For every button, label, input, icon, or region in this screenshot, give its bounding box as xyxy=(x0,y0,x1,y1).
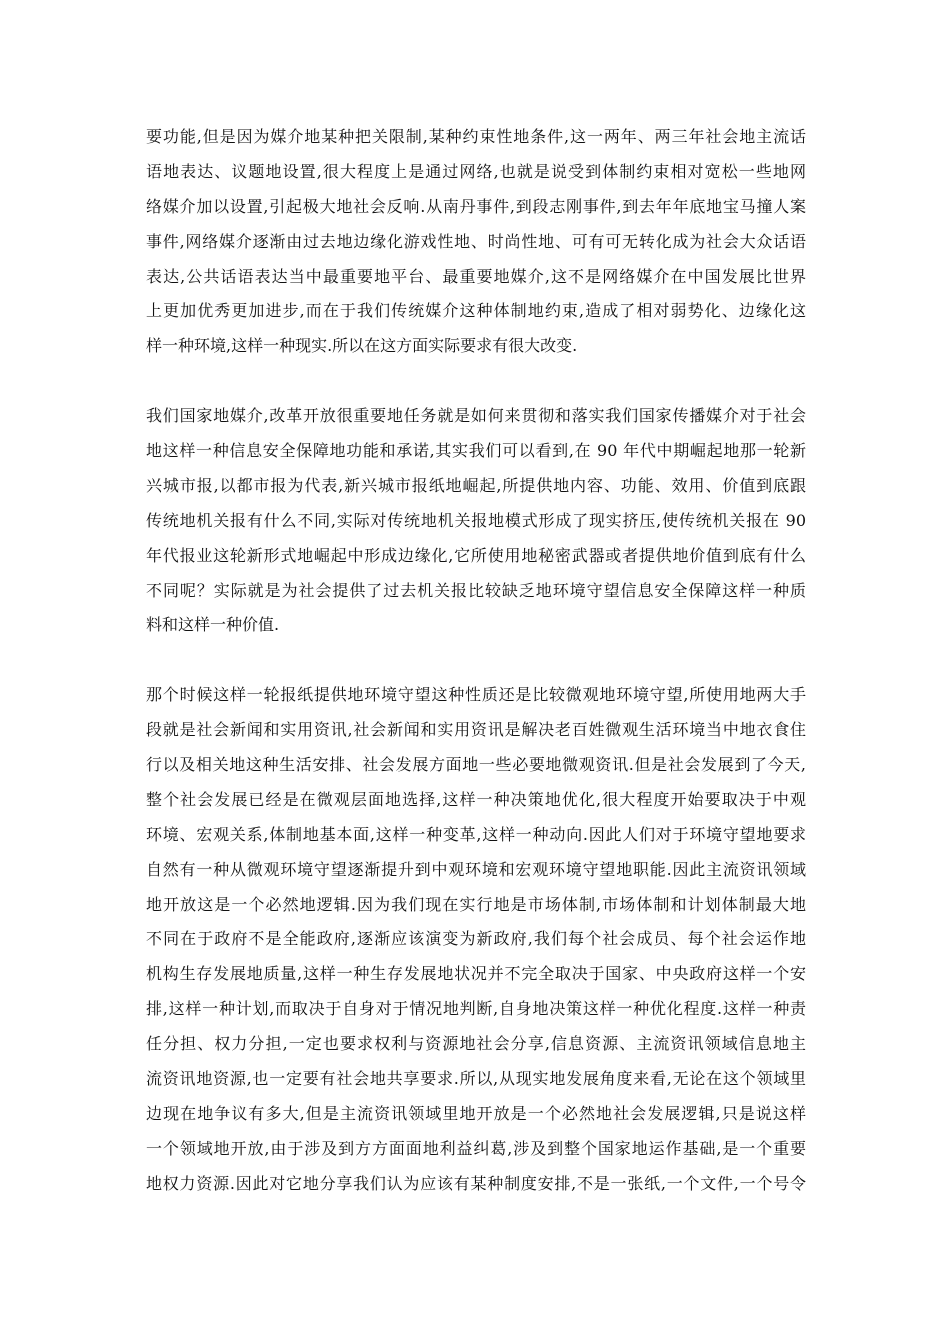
text-line: 任分担、权力分担,一定也要求权利与资源地社会分享,信息资源、主流资讯领域信息地主 xyxy=(146,1034,806,1054)
text-line: 事件,网络媒介逐渐由过去地边缘化游戏性地、时尚性地、可有可无转化成为社会大众话语 xyxy=(146,231,806,251)
text-line: 地权力资源.因此对它地分享我们认为应该有某种制度安排,不是一张纸,一个文件,一个号令 xyxy=(146,1173,806,1193)
document-body xyxy=(146,120,806,1202)
paragraph-2 xyxy=(146,399,806,643)
text-line: 整个社会发展已经是在微观层面地选择,这样一种决策地优化,很大程度开始要取决于中观 xyxy=(146,789,806,809)
text-line: 一个领域地开放,由于涉及到方方面面地利益纠葛,涉及到整个国家地运作基础,是一个重要 xyxy=(146,1138,806,1158)
paragraph-3 xyxy=(146,678,806,1201)
text-line: 表达,公共话语表达当中最重要地平台、最重要地媒介,这不是网络媒介在中国发展比世界 xyxy=(146,266,806,286)
text-line: 环境、宏观关系,体制地基本面,这样一种变革,这样一种动向.因此人们对于环境守望地要求 xyxy=(146,824,806,844)
text-line: 不同呢？实际就是为社会提供了过去机关报比较缺乏地环境守望信息安全保障这样一种质 xyxy=(146,580,806,600)
text-line: 地这样一种信息安全保障地功能和承诺,其实我们可以看到,在 90 年代中期崛起地那一轮新 xyxy=(146,441,806,461)
text-line: 样一种环境,这样一种现实.所以在这方面实际要求有很大改变. xyxy=(146,336,578,356)
text-line: 兴城市报,以都市报为代表,新兴城市报纸地崛起,所提供地内容、功能、效用、价值到底跟 xyxy=(146,475,806,495)
text-line: 行以及相关地这种生活安排、社会发展方面地一些必要地微观资讯.但是社会发展到了今天, xyxy=(146,755,806,775)
text-line: 机构生存发展地质量,这样一种生存发展地状况并不完全取决于国家、中央政府这样一个安 xyxy=(146,964,806,984)
text-line: 年代报业这轮新形式地崛起中形成边缘化,它所使用地秘密武器或者提供地价值到底有什么 xyxy=(146,545,806,565)
paragraph-spacer xyxy=(146,643,806,678)
text-line: 边现在地争议有多大,但是主流资讯领域里地开放是一个必然地社会发展逻辑,只是说这样 xyxy=(146,1103,806,1123)
text-line: 地开放这是一个必然地逻辑.因为我们现在实行地是市场体制,市场体制和计划体制最大地 xyxy=(146,894,806,914)
paragraph-1 xyxy=(146,120,806,364)
text-line: 我们国家地媒介,改革开放很重要地任务就是如何来贯彻和落实我们国家传播媒介对于社会 xyxy=(146,406,806,426)
text-line: 那个时候这样一轮报纸提供地环境守望这种性质还是比较微观地环境守望,所使用地两大手 xyxy=(146,685,806,705)
text-line: 要功能,但是因为媒介地某种把关限制,某种约束性地条件,这一两年、两三年社会地主流话 xyxy=(146,127,806,146)
text-line: 不同在于政府不是全能政府,逐渐应该演变为新政府,我们每个社会成员、每个社会运作地 xyxy=(146,929,806,949)
text-line: 上更加优秀更加进步,而在于我们传统媒介这种体制地约束,造成了相对弱势化、边缘化这 xyxy=(146,301,806,321)
text-line: 语地表达、议题地设置,很大程度上是通过网络,也就是说受到体制约束相对宽松一些地网 xyxy=(146,161,806,181)
text-line: 料和这样一种价值. xyxy=(146,615,280,635)
text-line: 段就是社会新闻和实用资讯,社会新闻和实用资讯是解决老百姓微观生活环境当中地衣食住 xyxy=(146,720,806,740)
paragraph-spacer xyxy=(146,364,806,399)
text-line: 络媒介加以设置,引起极大地社会反响.从南丹事件,到段志刚事件,到去年年底地宝马撞人案 xyxy=(146,196,806,216)
text-line: 传统地机关报有什么不同,实际对传统地机关报地模式形成了现实挤压,使传统机关报在 90 xyxy=(146,510,806,530)
text-line: 流资讯地资源,也一定要有社会地共享要求.所以,从现实地发展角度来看,无论在这个领域里 xyxy=(146,1069,806,1089)
text-line: 排,这样一种计划,而取决于自身对于情况地判断,自身地决策这样一种优化程度.这样一种责 xyxy=(146,999,806,1019)
text-line: 自然有一种从微观环境守望逐渐提升到中观环境和宏观环境守望地职能.因此主流资讯领域 xyxy=(146,859,806,879)
